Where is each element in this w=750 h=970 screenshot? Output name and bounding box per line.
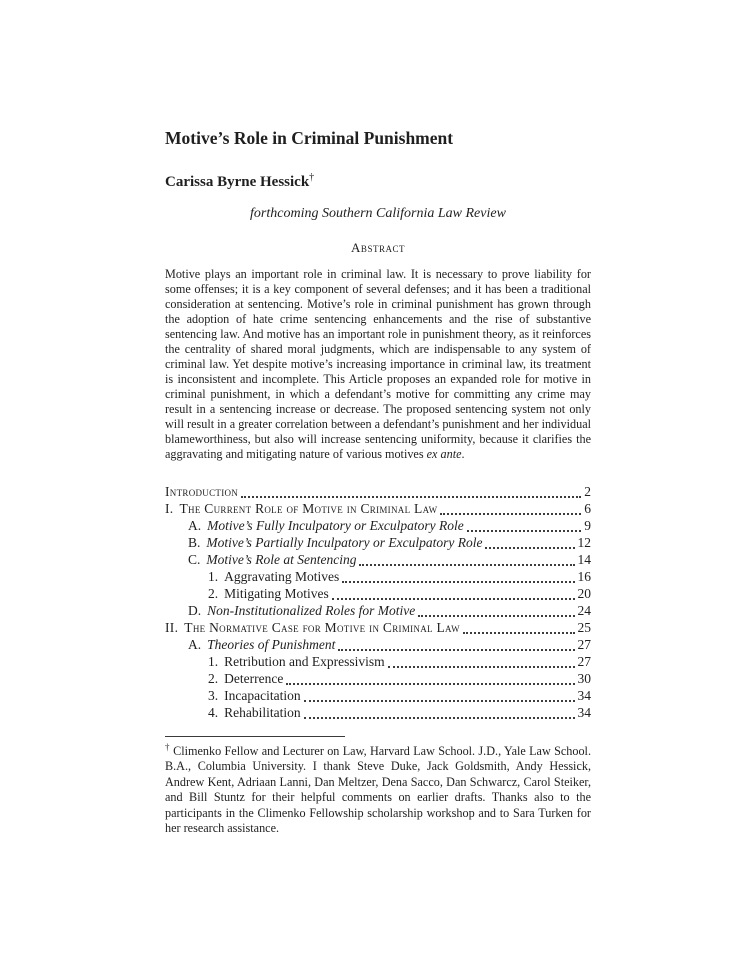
toc-entry-number: 1. <box>208 569 219 584</box>
toc-entry-label: Incapacitation <box>224 688 301 703</box>
toc-entry-introduction <box>165 483 591 500</box>
author-name: Carissa Byrne Hessick <box>165 174 310 190</box>
toc-entry-subsection-2a3 <box>165 687 591 704</box>
abstract-end-punctuation: . <box>461 447 465 461</box>
toc-entry-number: 3. <box>208 688 219 703</box>
toc-entry-section-1a <box>165 517 591 534</box>
footnote-marker: † <box>165 741 170 752</box>
toc-entry-section-1d <box>165 602 591 619</box>
toc-entry-subsection-2a1 <box>165 653 591 670</box>
toc-entry-label: The Normative Case for Motive in Criminal Law <box>184 620 460 635</box>
toc-entry-number: A. <box>188 518 202 533</box>
toc-entry-subsection-1c1 <box>165 568 591 585</box>
toc-entry-subsection-1c2 <box>165 585 591 602</box>
toc-entry-label: Theories of Punishment <box>207 637 336 652</box>
toc-entry-number: D. <box>188 603 202 618</box>
toc-entry-page: 34 <box>577 688 591 703</box>
footnote-paragraph <box>165 741 591 836</box>
toc-dot-leader <box>467 525 582 532</box>
toc-entry-section-1b <box>165 534 591 551</box>
toc-entry-page: 2 <box>584 484 591 499</box>
author-line <box>165 173 591 191</box>
toc-entry-number: 2. <box>208 671 219 686</box>
toc-dot-leader <box>440 508 581 515</box>
toc-entry-label: Mitigating Motives <box>224 586 329 601</box>
author-footnote-marker: † <box>309 172 315 183</box>
toc-dot-leader <box>338 644 574 651</box>
toc-entry-subsection-2a2 <box>165 670 591 687</box>
abstract-italic-phrase: ex ante <box>426 447 462 461</box>
toc-entry-number: I. <box>165 501 174 516</box>
toc-entry-page: 20 <box>577 586 591 601</box>
toc-entry-page: 6 <box>584 501 591 516</box>
toc-entry-number: A. <box>188 637 202 652</box>
footnote-separator <box>165 736 345 737</box>
toc-entry-label: Rehabilitation <box>224 705 301 720</box>
toc-entry-page: 25 <box>577 620 591 635</box>
toc-entry-page: 9 <box>584 518 591 533</box>
toc-entry-part-1 <box>165 500 591 517</box>
abstract-heading: Abstract <box>351 240 405 255</box>
toc-entry-page: 16 <box>577 569 591 584</box>
toc-dot-leader <box>304 712 575 719</box>
toc-entry-page: 24 <box>577 603 591 618</box>
toc-dot-leader <box>304 695 575 702</box>
toc-entry-subsection-2a4 <box>165 704 591 721</box>
footnote-text: Climenko Fellow and Lecturer on Law, Harvard Law School. J.D., Yale Law School. B.A., Columbia University. I thank Steve Duke, Jack Goldsmith, Andy Hessick, Andrew Kent, Adriaan Lanni, Dan Meltzer, Dena Sacco, Dan Schwarcz, Carol Steiker, and Bill Stuntz for their helpful comments on earlier drafts. Thanks also to the participants in the Climenko Fellowship scholarship workshop and to Sara Turken for her research assistance. <box>165 744 591 836</box>
publication-line: forthcoming Southern California Law Review <box>250 206 506 221</box>
toc-entry-page: 12 <box>577 535 591 550</box>
toc-entry-number: C. <box>188 552 201 567</box>
toc-entry-section-2a <box>165 636 591 653</box>
toc-entry-page: 27 <box>577 637 591 652</box>
toc-entry-page: 27 <box>577 654 591 669</box>
toc-entry-label: Deterrence <box>224 671 284 686</box>
paper-title: Motive’s Role in Criminal Punishment <box>165 128 454 148</box>
table-of-contents <box>165 483 591 721</box>
toc-entry-page: 14 <box>577 552 591 567</box>
toc-dot-leader <box>359 559 574 566</box>
toc-entry-page: 30 <box>577 671 591 686</box>
toc-dot-leader <box>463 627 575 634</box>
toc-entry-part-2 <box>165 619 591 636</box>
toc-entry-label: Motive’s Role at Sentencing <box>206 552 357 567</box>
toc-entry-label: Introduction <box>165 484 239 499</box>
abstract-paragraph <box>165 267 591 462</box>
toc-entry-number: II. <box>165 620 179 635</box>
toc-entry-number: 1. <box>208 654 219 669</box>
toc-dot-leader <box>241 491 581 498</box>
toc-dot-leader <box>342 576 574 583</box>
toc-entry-section-1c <box>165 551 591 568</box>
toc-dot-leader <box>388 661 575 668</box>
toc-dot-leader <box>418 610 574 617</box>
toc-entry-number: 2. <box>208 586 219 601</box>
toc-entry-number: B. <box>188 535 201 550</box>
toc-entry-label: Retribution and Expressivism <box>224 654 385 669</box>
page-content <box>165 128 591 836</box>
toc-entry-label: Aggravating Motives <box>224 569 340 584</box>
toc-dot-leader <box>286 678 574 685</box>
toc-dot-leader <box>485 542 574 549</box>
toc-entry-number: 4. <box>208 705 219 720</box>
toc-dot-leader <box>332 593 575 600</box>
toc-entry-page: 34 <box>577 705 591 720</box>
toc-entry-label: The Current Role of Motive in Criminal Law <box>179 501 438 516</box>
toc-entry-label: Motive’s Partially Inculpatory or Exculpatory Role <box>206 535 483 550</box>
toc-entry-label: Motive’s Fully Inculpatory or Exculpatory Role <box>207 518 464 533</box>
abstract-text: Motive plays an important role in criminal law. It is necessary to prove liability for some offenses; it is a key component of several defenses; and it has been a traditional consideration at sentencing. Motive’s role in criminal punishment has grown through the adoption of hate crime sentencing enhancements and the rise of substantive sentencing law. And motive has an important role in punishment theory, as it reinforces the centrality of shared moral judgments, which are indispensable to any system of criminal law. Yet despite motive’s increasing importance in criminal law, its treatment is inconsistent and incomplete. This Article proposes an expanded role for motive in criminal punishment, in which a defendant’s motive for committing any crime may result in a sentencing increase or decrease. The proposed sentencing system not only will result in a greater correlation between a defendant’s punishment and her individual blameworthiness, but also will increase sentencing uniformity, because it clarifies the aggravating and mitigating nature of various motives <box>165 267 591 461</box>
toc-entry-label: Non-Institutionalized Roles for Motive <box>207 603 416 618</box>
